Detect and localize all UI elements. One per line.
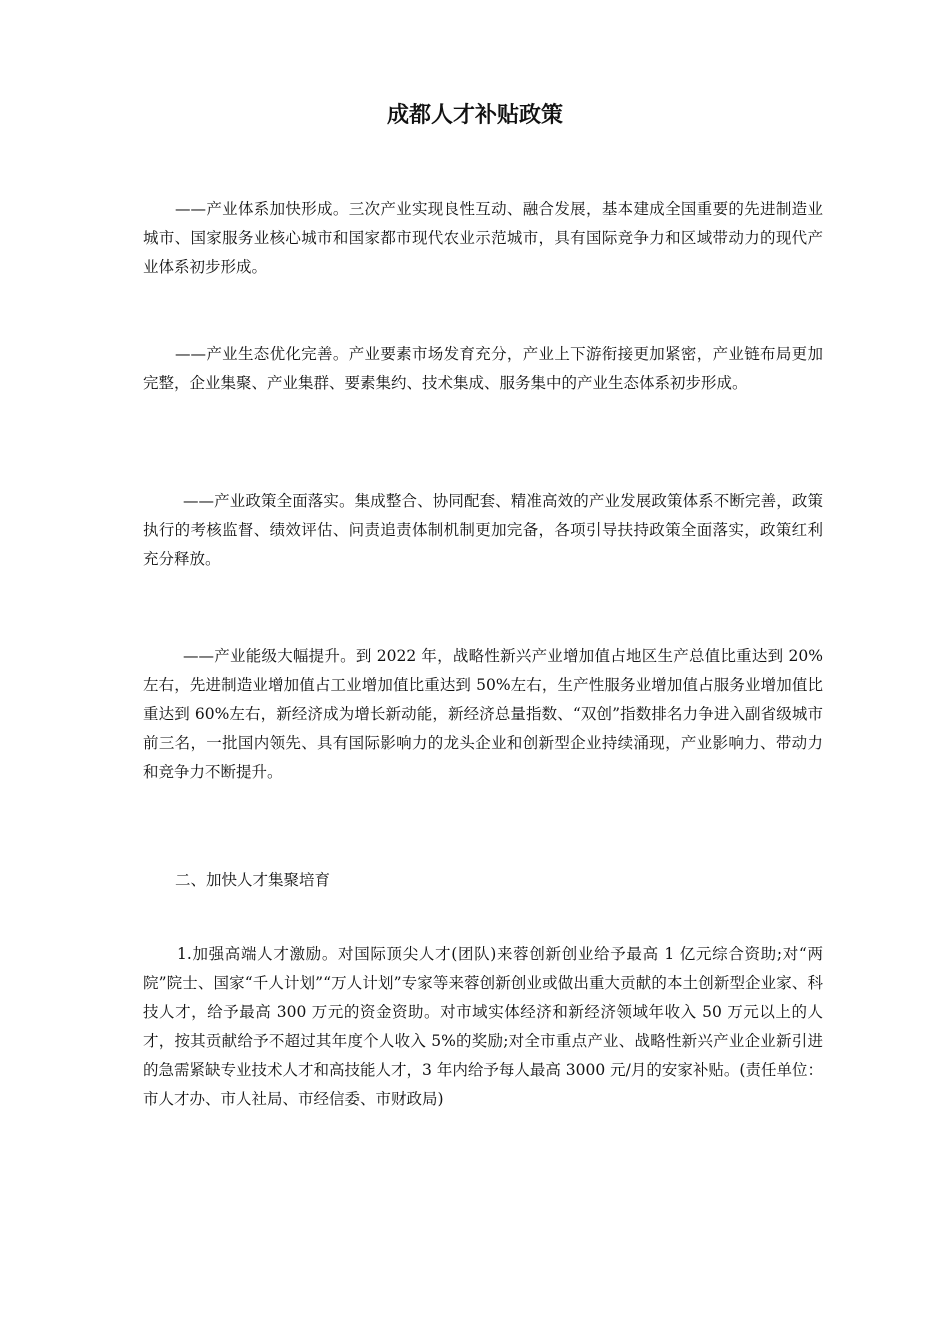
- paragraph-industry-policy: ——产业政策全面落实。集成整合、协同配套、精准高效的产业发展政策体系不断完善，政策执行的考核监督、绩效评估、问责追责体制机制更加完备，各项引导扶持政策全面落实，政策红利充分释放。: [143, 492, 823, 568]
- document-title: 成都人才补贴政策: [386, 103, 563, 128]
- paragraph-talent-incentive: 1.加强高端人才激励。对国际顶尖人才(团队)来蓉创新创业给予最高 1 亿元综合资助;对“两院”院士、国家“千人计划”“万人计划”专家等来蓉创新创业或做出重大贡献的本土创新型企业家、科技人才，给予最高 300 万元的资金资助。对市域实体经济和新经济领域年收入 50 万元以上的人才，按其贡献给予不超过其年度个人收入 5%的奖励;对全市重点产业、战略性新兴产业企业新引进的急需紧缺专业技术人才和高技能人才，3 年内给予每人最高 3000 元/月的安家补贴。(责任单位：市人才办、市人社局、市经信委、市财政局): [143, 945, 823, 1108]
- paragraph-industry-ecology: ——产业生态优化完善。产业要素市场发育充分，产业上下游衔接更加紧密，产业链布局更加完整，企业集聚、产业集群、要素集约、技术集成、服务集中的产业生态体系初步形成。: [143, 345, 823, 392]
- section-heading: 二、加快人才集聚培育: [175, 871, 331, 889]
- paragraph-industry-system: ——产业体系加快形成。三次产业实现良性互动、融合发展，基本建成全国重要的先进制造业城市、国家服务业核心城市和国家都市现代农业示范城市，具有国际竞争力和区域带动力的现代产业体系初步形成。: [143, 200, 823, 276]
- paragraph-industry-level: ——产业能级大幅提升。到 2022 年，战略性新兴产业增加值占地区生产总值比重达到 20%左右，先进制造业增加值占工业增加值比重达到 50%左右，生产性服务业增加值占服务业增加值比重达到 60%左右，新经济成为增长新动能，新经济总量指数、“双创”指数排名力争进入副省级城市前三名，一批国内领先、具有国际影响力的龙头企业和创新型企业持续涌现，产业影响力、带动力和竞争力不断提升。: [143, 647, 823, 781]
